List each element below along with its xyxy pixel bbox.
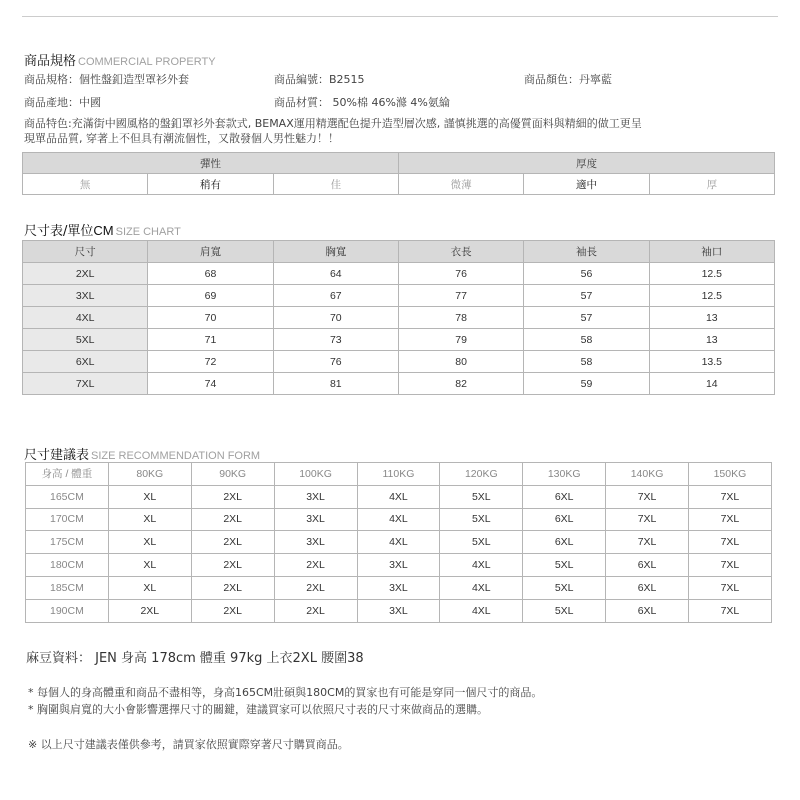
size-cell: 4XL bbox=[440, 576, 523, 599]
length-cell: 80 bbox=[398, 351, 523, 373]
shoulder-cell: 72 bbox=[148, 351, 273, 373]
size-cell: 2XL bbox=[191, 554, 274, 577]
table-row bbox=[26, 554, 772, 577]
elasticity-option-good: 佳 bbox=[273, 174, 398, 195]
product-description bbox=[24, 116, 776, 146]
shoulder-col-header: 肩寬 bbox=[148, 241, 273, 263]
size-cell: 5XL bbox=[440, 485, 523, 508]
sleeve-cell: 59 bbox=[524, 373, 649, 395]
weight-header: 90KG bbox=[191, 463, 274, 486]
size-cell: 4XL bbox=[440, 599, 523, 622]
length-cell: 82 bbox=[398, 373, 523, 395]
cuff-cell: 13 bbox=[649, 329, 774, 351]
recommendation-header-row bbox=[26, 463, 772, 486]
note-line-1: * 每個人的身高體重和商品不盡相等，身高165CM壯碩與180CM的買家也有可能是穿同一個尺寸的商品。 bbox=[28, 686, 543, 699]
size-cell: 4XL bbox=[440, 554, 523, 577]
size-cell: XL bbox=[108, 554, 191, 577]
cuff-cell: 14 bbox=[649, 373, 774, 395]
size-chart-title bbox=[24, 220, 181, 239]
spec-section-title bbox=[24, 50, 216, 69]
size-cell: 3XL bbox=[274, 485, 357, 508]
size-cell: 5XL bbox=[440, 531, 523, 554]
weight-header: 120KG bbox=[440, 463, 523, 486]
height-cell: 185CM bbox=[26, 576, 109, 599]
elasticity-option-slight: 稍有 bbox=[148, 174, 273, 195]
recommendation-title-zh: 尺寸建議表 bbox=[24, 448, 90, 463]
size-cell: 7XL bbox=[689, 576, 772, 599]
elasticity-option-none: 無 bbox=[23, 174, 148, 195]
size-cell: 2XL bbox=[274, 554, 357, 577]
table-row bbox=[23, 285, 775, 307]
description-line-2: 現單品品質, 穿著上不但具有潮流個性，又散發個人男性魅力！！ bbox=[24, 132, 339, 145]
size-cell: 6XL bbox=[523, 531, 606, 554]
property-options-row bbox=[23, 174, 775, 195]
size-cell: 2XL bbox=[274, 576, 357, 599]
size-cell: XL bbox=[108, 531, 191, 554]
size-cell: 6XL bbox=[523, 508, 606, 531]
size-cell: 2XL bbox=[191, 599, 274, 622]
size-cell: 3XL bbox=[274, 531, 357, 554]
size-cell: 3XL bbox=[23, 285, 148, 307]
cuff-cell: 13 bbox=[649, 307, 774, 329]
table-row bbox=[23, 373, 775, 395]
product-code: 商品編號：B2515 bbox=[274, 73, 365, 86]
size-cell: 7XL bbox=[23, 373, 148, 395]
weight-header: 140KG bbox=[606, 463, 689, 486]
size-cell: 3XL bbox=[357, 576, 440, 599]
thickness-option-thin: 微薄 bbox=[399, 174, 524, 195]
chest-cell: 67 bbox=[273, 285, 398, 307]
size-cell: 6XL bbox=[523, 485, 606, 508]
size-cell: 5XL bbox=[23, 329, 148, 351]
length-col-header: 衣長 bbox=[398, 241, 523, 263]
product-name: 商品規格：個性盤釦造型罩衫外套 bbox=[24, 73, 189, 86]
height-weight-corner: 身高 / 體重 bbox=[26, 463, 109, 486]
note-line-2: * 胸圍與肩寬的大小會影響選擇尺寸的關鍵，建議買家可以依照尺寸表的尺寸來做商品的選購。 bbox=[28, 703, 488, 716]
recommendation-table bbox=[25, 462, 772, 623]
weight-header: 110KG bbox=[357, 463, 440, 486]
shoulder-cell: 68 bbox=[148, 263, 273, 285]
product-origin: 商品產地：中國 bbox=[24, 96, 101, 109]
size-chart-header-row bbox=[23, 241, 775, 263]
chest-col-header: 胸寬 bbox=[273, 241, 398, 263]
size-cell: 7XL bbox=[689, 599, 772, 622]
size-cell: 5XL bbox=[523, 554, 606, 577]
top-divider bbox=[22, 16, 778, 17]
size-cell: 6XL bbox=[606, 576, 689, 599]
description-line-1: 商品特色:充滿街中國風格的盤釦罩衫外套款式, BEMAX運用精選配色提升造型層次感, 謹慎挑選的高優質面料與精細的做工更呈 bbox=[24, 117, 642, 130]
size-cell: 4XL bbox=[23, 307, 148, 329]
sleeve-cell: 56 bbox=[524, 263, 649, 285]
thickness-option-medium: 適中 bbox=[524, 174, 649, 195]
property-header-row bbox=[23, 153, 775, 174]
recommendation-title bbox=[24, 444, 260, 463]
size-cell: 6XL bbox=[606, 554, 689, 577]
size-cell: 2XL bbox=[191, 576, 274, 599]
size-cell: 4XL bbox=[357, 531, 440, 554]
size-cell: XL bbox=[108, 485, 191, 508]
length-cell: 76 bbox=[398, 263, 523, 285]
size-cell: XL bbox=[108, 576, 191, 599]
note-line-3: ※ 以上尺寸建議表僅供參考，請買家依照實際穿著尺寸購買商品。 bbox=[28, 738, 349, 751]
size-cell: XL bbox=[108, 508, 191, 531]
size-cell: 3XL bbox=[274, 508, 357, 531]
chest-cell: 70 bbox=[273, 307, 398, 329]
chest-cell: 64 bbox=[273, 263, 398, 285]
height-cell: 165CM bbox=[26, 485, 109, 508]
height-cell: 190CM bbox=[26, 599, 109, 622]
size-cell: 7XL bbox=[606, 485, 689, 508]
sleeve-col-header: 袖長 bbox=[524, 241, 649, 263]
length-cell: 77 bbox=[398, 285, 523, 307]
shoulder-cell: 69 bbox=[148, 285, 273, 307]
size-cell: 7XL bbox=[689, 508, 772, 531]
cuff-col-header: 袖口 bbox=[649, 241, 774, 263]
table-row bbox=[26, 485, 772, 508]
length-cell: 78 bbox=[398, 307, 523, 329]
size-col-header: 尺寸 bbox=[23, 241, 148, 263]
size-cell: 7XL bbox=[689, 554, 772, 577]
size-cell: 7XL bbox=[606, 531, 689, 554]
cuff-cell: 12.5 bbox=[649, 285, 774, 307]
sleeve-cell: 58 bbox=[524, 351, 649, 373]
chest-cell: 81 bbox=[273, 373, 398, 395]
sleeve-cell: 57 bbox=[524, 307, 649, 329]
size-cell: 2XL bbox=[108, 599, 191, 622]
recommendation-title-en: SIZE RECOMMENDATION FORM bbox=[91, 450, 261, 462]
thickness-option-thick: 厚 bbox=[649, 174, 774, 195]
size-cell: 6XL bbox=[23, 351, 148, 373]
table-row bbox=[23, 307, 775, 329]
chest-cell: 76 bbox=[273, 351, 398, 373]
size-cell: 2XL bbox=[191, 508, 274, 531]
table-row bbox=[23, 263, 775, 285]
size-cell: 7XL bbox=[689, 531, 772, 554]
table-row bbox=[26, 531, 772, 554]
product-material: 商品材質： 50%棉 46%滌 4%氨綸 bbox=[274, 96, 450, 109]
table-row bbox=[23, 351, 775, 373]
size-cell: 3XL bbox=[357, 554, 440, 577]
cuff-cell: 12.5 bbox=[649, 263, 774, 285]
size-cell: 3XL bbox=[357, 599, 440, 622]
property-table bbox=[22, 152, 775, 195]
weight-header: 150KG bbox=[689, 463, 772, 486]
size-cell: 7XL bbox=[606, 508, 689, 531]
size-cell: 4XL bbox=[357, 485, 440, 508]
elasticity-header: 彈性 bbox=[23, 153, 399, 174]
weight-header: 130KG bbox=[523, 463, 606, 486]
height-cell: 175CM bbox=[26, 531, 109, 554]
size-chart-title-zh: 尺寸表/單位 bbox=[24, 224, 94, 239]
shoulder-cell: 70 bbox=[148, 307, 273, 329]
height-cell: 170CM bbox=[26, 508, 109, 531]
shoulder-cell: 71 bbox=[148, 329, 273, 351]
sleeve-cell: 58 bbox=[524, 329, 649, 351]
size-cell: 5XL bbox=[523, 599, 606, 622]
size-cell: 7XL bbox=[689, 485, 772, 508]
product-color: 商品顏色：丹寧藍 bbox=[524, 73, 612, 86]
table-row bbox=[26, 599, 772, 622]
size-cell: 2XL bbox=[23, 263, 148, 285]
height-cell: 180CM bbox=[26, 554, 109, 577]
size-cell: 2XL bbox=[191, 485, 274, 508]
size-cell: 5XL bbox=[440, 508, 523, 531]
cuff-cell: 13.5 bbox=[649, 351, 774, 373]
weight-header: 80KG bbox=[108, 463, 191, 486]
table-row bbox=[23, 329, 775, 351]
table-row bbox=[26, 576, 772, 599]
size-chart-title-unit: CM bbox=[93, 223, 114, 238]
model-info: 麻豆資料： JEN 身高 178cm 體重 97kg 上衣2XL 腰圍38 bbox=[26, 651, 364, 666]
size-cell: 4XL bbox=[357, 508, 440, 531]
size-cell: 5XL bbox=[523, 576, 606, 599]
spec-title-en: COMMERCIAL PROPERTY bbox=[78, 56, 216, 68]
spec-title-zh: 商品規格 bbox=[24, 54, 77, 69]
size-chart-title-en: SIZE CHART bbox=[115, 226, 181, 238]
table-row bbox=[26, 508, 772, 531]
size-cell: 6XL bbox=[606, 599, 689, 622]
weight-header: 100KG bbox=[274, 463, 357, 486]
size-chart-table bbox=[22, 240, 775, 395]
chest-cell: 73 bbox=[273, 329, 398, 351]
size-cell: 2XL bbox=[274, 599, 357, 622]
sleeve-cell: 57 bbox=[524, 285, 649, 307]
shoulder-cell: 74 bbox=[148, 373, 273, 395]
thickness-header: 厚度 bbox=[399, 153, 775, 174]
length-cell: 79 bbox=[398, 329, 523, 351]
size-cell: 2XL bbox=[191, 531, 274, 554]
